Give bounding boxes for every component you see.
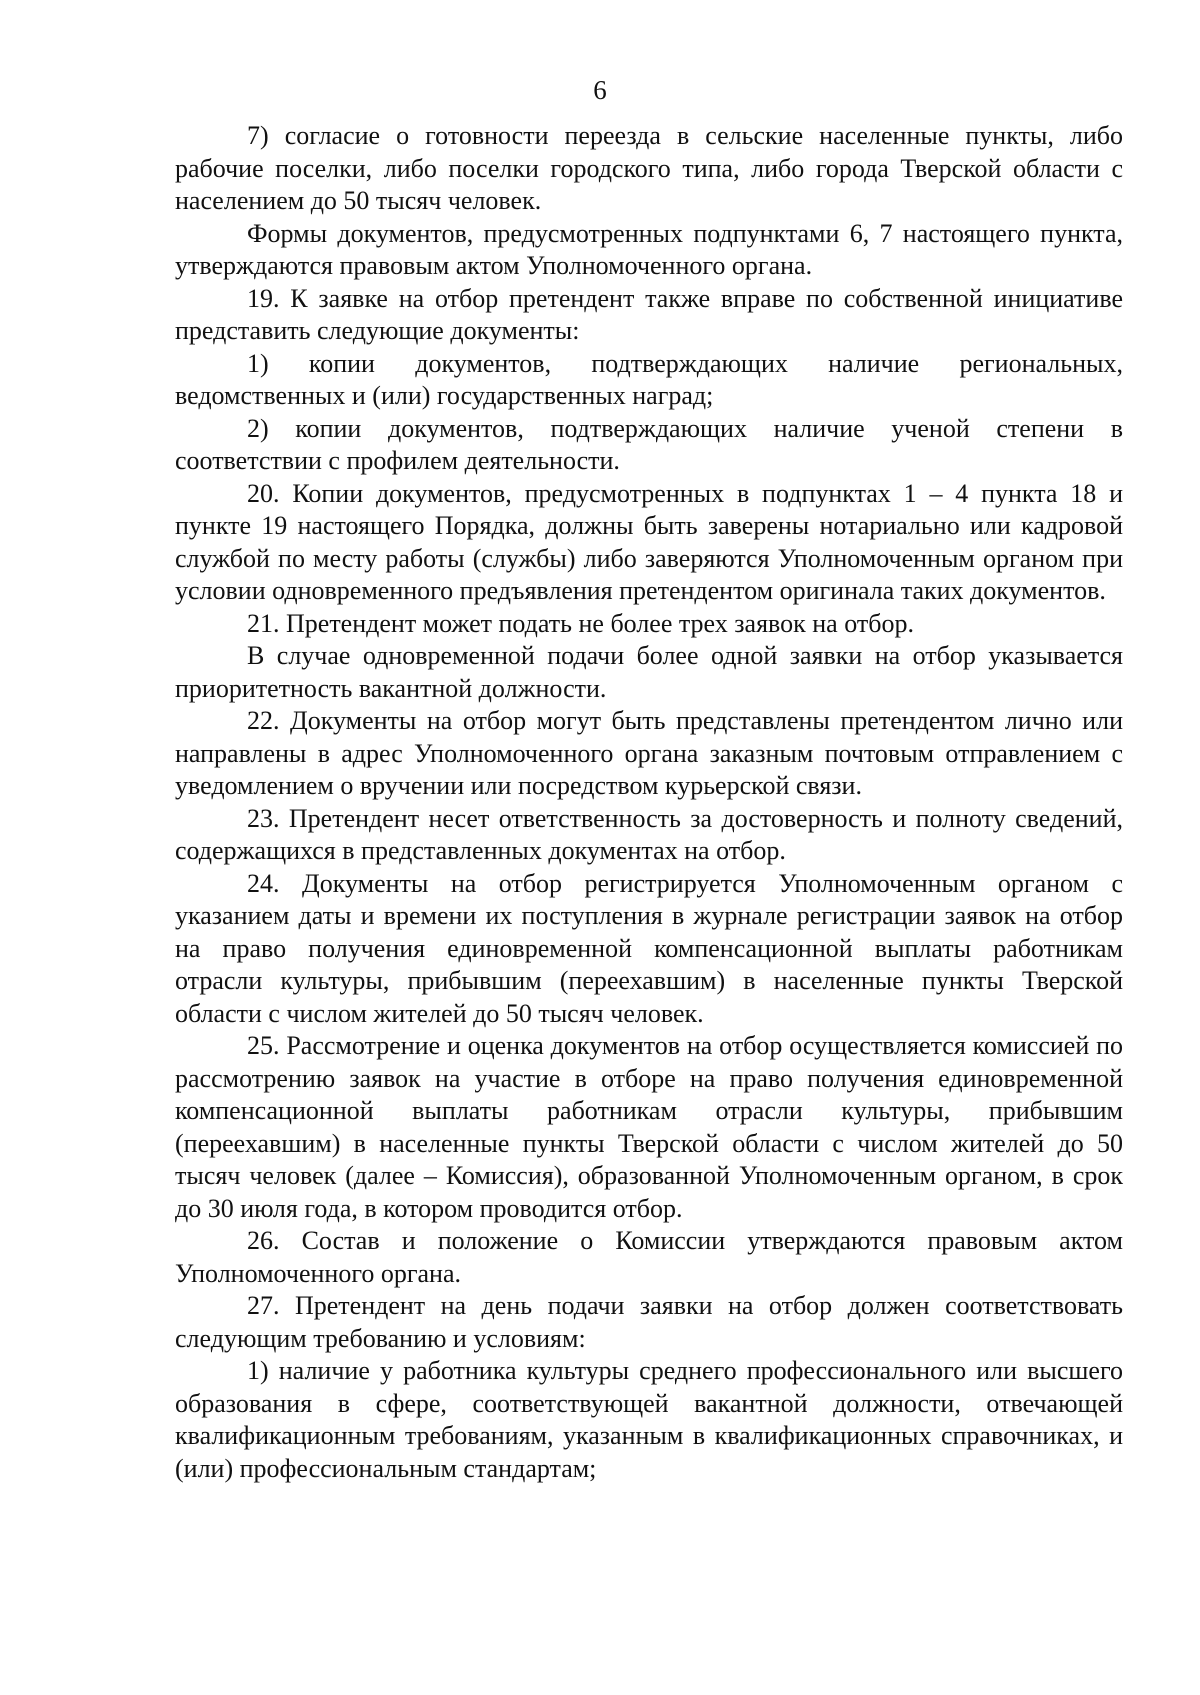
- paragraph-19: 19. К заявке на отбор претендент также вправе по собственной инициативе представить следующие документы:: [175, 283, 1123, 345]
- paragraph-19-item-2: 2) копии документов, подтверждающих наличие ученой степени в соответствии с профилем деятельности.: [175, 413, 1123, 475]
- paragraph-23: 23. Претендент несет ответственность за достоверность и полноту сведений, содержащихся в представленных документах на отбор.: [175, 803, 1123, 865]
- paragraph-27: 27. Претендент на день подачи заявки на отбор должен соответствовать следующим требованию и условиям:: [175, 1291, 1123, 1353]
- paragraph-19-item-1: 1) копии документов, подтверждающих наличие региональных, ведомственных и (или) государственных наград;: [175, 348, 1123, 410]
- paragraph-26: 26. Состав и положение о Комиссии утверждаются правовым актом Уполномоченного органа.: [175, 1226, 1123, 1288]
- paragraph-27-item-1: 1) наличие у работника культуры среднего профессионального или высшего образования в сфере, соответствующей вакантной должности, отвечающей квалификационным требованиям, указанным в квалификационных справочниках, и (или) профессиональным стандартам;: [175, 1356, 1123, 1483]
- paragraph-21: 21. Претендент может подать не более трех заявок на отбор.: [247, 608, 914, 638]
- paragraph-document-forms: Формы документов, предусмотренных подпунктами 6, 7 настоящего пункта, утверждаются правовым актом Уполномоченного органа.: [175, 218, 1123, 280]
- paragraph-20: 20. Копии документов, предусмотренных в подпунктах 1 – 4 пункта 18 и пункте 19 настоящего Порядка, должны быть заверены нотариально или кадровой службой по месту работы (службы) либо заверяются Уполномоченным органом при условии одновременного предъявления претендентом оригинала таких документов.: [175, 478, 1123, 605]
- paragraph-24: 24. Документы на отбор регистрируется Уполномоченным органом с указанием даты и времени их поступления в журнале регистрации заявок на отбор на право получения единовременной компенсационной выплаты работникам отрасли культуры, прибывшим (переехавшим) в населенные пункты Тверской области с числом жителей до 50 тысяч человек.: [175, 868, 1123, 1028]
- paragraph-25: 25. Рассмотрение и оценка документов на отбор осуществляется комиссией по рассмотрению заявок на участие в отборе на право получения единовременной компенсационной выплаты работникам отрасли культуры, прибывшим (переехавшим) в населенные пункты Тверской области с числом жителей до 50 тысяч человек (далее – Комиссия), образованной Уполномоченным органом, в срок до 30 июля года, в котором проводится отбор.: [175, 1031, 1123, 1223]
- paragraph-item-7-consent: 7) согласие о готовности переезда в сельские населенные пункты, либо рабочие поселки, либо поселки городского типа, либо города Тверской области с населением до 50 тысяч человек.: [175, 121, 1123, 215]
- document-body: [175, 120, 1123, 1485]
- paragraph-21-priority: В случае одновременной подачи более одной заявки на отбор указывается приоритетность вакантной должности.: [175, 641, 1123, 703]
- page-number: 6: [593, 75, 607, 105]
- paragraph-22: 22. Документы на отбор могут быть представлены претендентом лично или направлены в адрес Уполномоченного органа заказным почтовым отправлением с уведомлением о вручении или посредством курьерской связи.: [175, 706, 1123, 800]
